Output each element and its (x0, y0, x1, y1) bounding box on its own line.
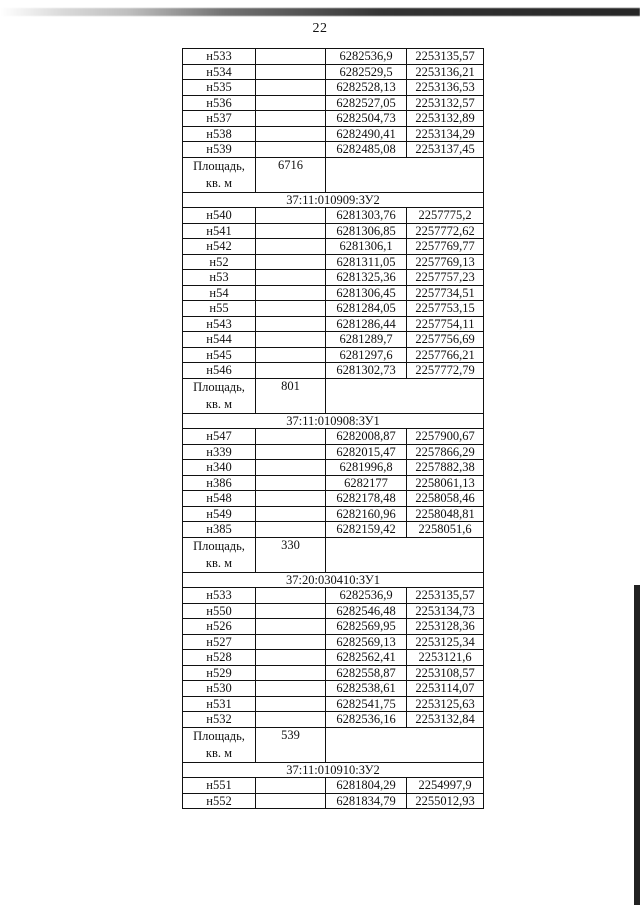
point-name: н535 (183, 80, 256, 96)
y-coordinate: 2258061,13 (407, 475, 484, 491)
table-row (183, 429, 484, 445)
x-coordinate: 6281306,1 (326, 239, 407, 255)
table-row (183, 347, 484, 363)
table-row (183, 80, 484, 96)
empty-cell (256, 603, 326, 619)
x-coordinate: 6282177 (326, 475, 407, 491)
y-coordinate: 2257882,38 (407, 460, 484, 476)
y-coordinate: 2257757,23 (407, 270, 484, 286)
empty-cell (256, 634, 326, 650)
x-coordinate: 6281306,45 (326, 285, 407, 301)
table-row (183, 603, 484, 619)
x-coordinate: 6281996,8 (326, 460, 407, 476)
y-coordinate: 2253134,29 (407, 126, 484, 142)
y-coordinate: 2258058,46 (407, 491, 484, 507)
table-row (183, 619, 484, 635)
y-coordinate: 2257766,21 (407, 347, 484, 363)
empty-cell (256, 95, 326, 111)
empty-cell (256, 285, 326, 301)
area-label: Площадь, кв. м (183, 537, 256, 572)
y-coordinate: 2253132,57 (407, 95, 484, 111)
table-row (183, 634, 484, 650)
y-coordinate: 2257769,13 (407, 254, 484, 270)
empty-cell (256, 444, 326, 460)
table-row (183, 208, 484, 224)
x-coordinate: 6282541,75 (326, 696, 407, 712)
cadastral-number: 37:11:010908:ЗУ1 (183, 413, 484, 429)
table-row (183, 665, 484, 681)
empty-cell (256, 619, 326, 635)
x-coordinate: 6282008,87 (326, 429, 407, 445)
point-name: н385 (183, 522, 256, 538)
empty-cell (256, 460, 326, 476)
point-name: н546 (183, 363, 256, 379)
empty-cell (256, 665, 326, 681)
empty-cell (256, 316, 326, 332)
area-row (183, 727, 484, 762)
point-name: н552 (183, 793, 256, 809)
table-row (183, 712, 484, 728)
point-name: н545 (183, 347, 256, 363)
y-coordinate: 2257866,29 (407, 444, 484, 460)
x-coordinate: 6281297,6 (326, 347, 407, 363)
point-name: н547 (183, 429, 256, 445)
point-name: н52 (183, 254, 256, 270)
table-row (183, 696, 484, 712)
point-name: н533 (183, 588, 256, 604)
point-name: н542 (183, 239, 256, 255)
x-coordinate: 6282536,16 (326, 712, 407, 728)
x-coordinate: 6282485,08 (326, 142, 407, 158)
table-row (183, 95, 484, 111)
area-label: Площадь, кв. м (183, 157, 256, 192)
x-coordinate: 6281804,29 (326, 778, 407, 794)
x-coordinate: 6282528,13 (326, 80, 407, 96)
y-coordinate: 2253125,34 (407, 634, 484, 650)
point-name: н532 (183, 712, 256, 728)
empty-cell (256, 506, 326, 522)
y-coordinate: 2258048,81 (407, 506, 484, 522)
table-row (183, 460, 484, 476)
area-value: 801 (256, 378, 326, 413)
point-name: н551 (183, 778, 256, 794)
y-coordinate: 2257772,79 (407, 363, 484, 379)
x-coordinate: 6282015,47 (326, 444, 407, 460)
point-name: н529 (183, 665, 256, 681)
table-row (183, 49, 484, 65)
area-row (183, 537, 484, 572)
x-coordinate: 6282490,41 (326, 126, 407, 142)
scan-edge-top (0, 8, 640, 16)
empty-cell (326, 378, 484, 413)
page-number: 22 (312, 21, 328, 36)
y-coordinate: 2253132,89 (407, 111, 484, 127)
x-coordinate: 6281289,7 (326, 332, 407, 348)
point-name: н550 (183, 603, 256, 619)
point-name: н537 (183, 111, 256, 127)
scan-edge-right (634, 585, 640, 905)
x-coordinate: 6281306,85 (326, 223, 407, 239)
table-row (183, 285, 484, 301)
point-name: н538 (183, 126, 256, 142)
point-name: н536 (183, 95, 256, 111)
table-row (183, 650, 484, 666)
empty-cell (256, 681, 326, 697)
point-name: н55 (183, 301, 256, 317)
section-header-row (183, 413, 484, 429)
empty-cell (326, 537, 484, 572)
y-coordinate: 2253134,73 (407, 603, 484, 619)
x-coordinate: 6282562,41 (326, 650, 407, 666)
empty-cell (256, 491, 326, 507)
point-name: н549 (183, 506, 256, 522)
y-coordinate: 2257754,11 (407, 316, 484, 332)
point-name: н339 (183, 444, 256, 460)
y-coordinate: 2253137,45 (407, 142, 484, 158)
y-coordinate: 2253132,84 (407, 712, 484, 728)
x-coordinate: 6281286,44 (326, 316, 407, 332)
table-row (183, 444, 484, 460)
point-name: н534 (183, 64, 256, 80)
y-coordinate: 2257772,62 (407, 223, 484, 239)
y-coordinate: 2253128,36 (407, 619, 484, 635)
y-coordinate: 2257775,2 (407, 208, 484, 224)
empty-cell (256, 142, 326, 158)
point-name: н540 (183, 208, 256, 224)
y-coordinate: 2253108,57 (407, 665, 484, 681)
x-coordinate: 6282536,9 (326, 49, 407, 65)
empty-cell (256, 239, 326, 255)
table-row (183, 522, 484, 538)
empty-cell (256, 363, 326, 379)
table-row (183, 778, 484, 794)
y-coordinate: 2253135,57 (407, 49, 484, 65)
empty-cell (256, 126, 326, 142)
x-coordinate: 6281834,79 (326, 793, 407, 809)
table-row (183, 506, 484, 522)
table-row (183, 254, 484, 270)
table-row (183, 142, 484, 158)
table-row (183, 681, 484, 697)
empty-cell (256, 111, 326, 127)
x-coordinate: 6282569,95 (326, 619, 407, 635)
empty-cell (256, 778, 326, 794)
y-coordinate: 2257756,69 (407, 332, 484, 348)
table-row (183, 126, 484, 142)
empty-cell (326, 157, 484, 192)
y-coordinate: 2257734,51 (407, 285, 484, 301)
x-coordinate: 6282558,87 (326, 665, 407, 681)
point-name: н530 (183, 681, 256, 697)
table-row (183, 111, 484, 127)
empty-cell (256, 80, 326, 96)
y-coordinate: 2254997,9 (407, 778, 484, 794)
point-name: н544 (183, 332, 256, 348)
area-value: 330 (256, 537, 326, 572)
y-coordinate: 2253136,53 (407, 80, 484, 96)
empty-cell (256, 223, 326, 239)
section-header-row (183, 762, 484, 778)
table-row (183, 239, 484, 255)
x-coordinate: 6281311,05 (326, 254, 407, 270)
table-row (183, 363, 484, 379)
y-coordinate: 2257753,15 (407, 301, 484, 317)
empty-cell (256, 49, 326, 65)
x-coordinate: 6282504,73 (326, 111, 407, 127)
x-coordinate: 6282546,48 (326, 603, 407, 619)
empty-cell (256, 522, 326, 538)
x-coordinate: 6281302,73 (326, 363, 407, 379)
table-row (183, 793, 484, 809)
y-coordinate: 2255012,93 (407, 793, 484, 809)
area-row (183, 378, 484, 413)
empty-cell (256, 254, 326, 270)
area-row (183, 157, 484, 192)
x-coordinate: 6281325,36 (326, 270, 407, 286)
area-value: 6716 (256, 157, 326, 192)
table-row (183, 475, 484, 491)
empty-cell (256, 696, 326, 712)
empty-cell (326, 727, 484, 762)
table-row (183, 270, 484, 286)
empty-cell (256, 347, 326, 363)
section-header-row (183, 192, 484, 208)
empty-cell (256, 208, 326, 224)
table-row (183, 301, 484, 317)
table-row (183, 64, 484, 80)
y-coordinate: 2253135,57 (407, 588, 484, 604)
area-value: 539 (256, 727, 326, 762)
empty-cell (256, 301, 326, 317)
point-name: н543 (183, 316, 256, 332)
y-coordinate: 2253121,6 (407, 650, 484, 666)
empty-cell (256, 588, 326, 604)
empty-cell (256, 64, 326, 80)
point-name: н340 (183, 460, 256, 476)
empty-cell (256, 650, 326, 666)
point-name: н386 (183, 475, 256, 491)
coordinates-table-body (183, 49, 484, 809)
point-name: н531 (183, 696, 256, 712)
point-name: н528 (183, 650, 256, 666)
table-row (183, 491, 484, 507)
x-coordinate: 6282536,9 (326, 588, 407, 604)
empty-cell (256, 475, 326, 491)
x-coordinate: 6282160,96 (326, 506, 407, 522)
table-row (183, 316, 484, 332)
section-header-row (183, 572, 484, 588)
x-coordinate: 6282569,13 (326, 634, 407, 650)
point-name: н541 (183, 223, 256, 239)
point-name: н527 (183, 634, 256, 650)
area-label: Площадь, кв. м (183, 727, 256, 762)
y-coordinate: 2253114,07 (407, 681, 484, 697)
y-coordinate: 2257769,77 (407, 239, 484, 255)
empty-cell (256, 332, 326, 348)
cadastral-number: 37:20:030410:ЗУ1 (183, 572, 484, 588)
x-coordinate: 6282538,61 (326, 681, 407, 697)
y-coordinate: 2258051,6 (407, 522, 484, 538)
y-coordinate: 2253136,21 (407, 64, 484, 80)
empty-cell (256, 270, 326, 286)
cadastral-number: 37:11:010910:ЗУ2 (183, 762, 484, 778)
x-coordinate: 6282178,48 (326, 491, 407, 507)
y-coordinate: 2253125,63 (407, 696, 484, 712)
point-name: н539 (183, 142, 256, 158)
empty-cell (256, 793, 326, 809)
x-coordinate: 6282159,42 (326, 522, 407, 538)
point-name: н54 (183, 285, 256, 301)
point-name: н533 (183, 49, 256, 65)
empty-cell (256, 712, 326, 728)
x-coordinate: 6282527,05 (326, 95, 407, 111)
table-row (183, 223, 484, 239)
point-name: н53 (183, 270, 256, 286)
x-coordinate: 6281303,76 (326, 208, 407, 224)
table-row (183, 588, 484, 604)
empty-cell (256, 429, 326, 445)
cadastral-number: 37:11:010909:ЗУ2 (183, 192, 484, 208)
point-name: н526 (183, 619, 256, 635)
y-coordinate: 2257900,67 (407, 429, 484, 445)
x-coordinate: 6281284,05 (326, 301, 407, 317)
area-label: Площадь, кв. м (183, 378, 256, 413)
x-coordinate: 6282529,5 (326, 64, 407, 80)
coordinates-table (182, 48, 484, 809)
point-name: н548 (183, 491, 256, 507)
table-row (183, 332, 484, 348)
